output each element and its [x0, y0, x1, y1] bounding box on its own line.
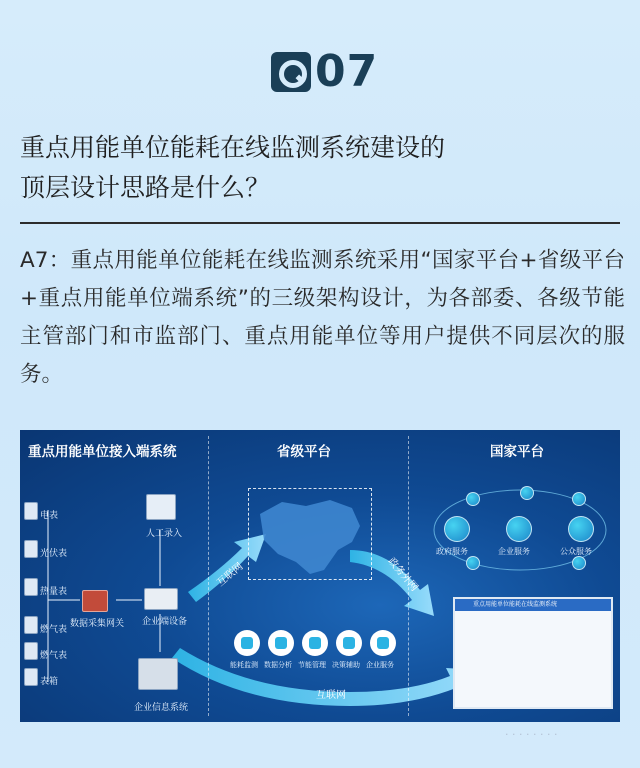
national-dashboard-screen [453, 597, 613, 709]
meter-box-icon [24, 668, 38, 686]
gov-service-bubble [444, 516, 470, 542]
panel-title-national: 国家平台 [490, 444, 544, 460]
meter-label-2: 光伏表 [40, 549, 68, 559]
question-line-2: 顶层设计思路是什么？ [20, 173, 271, 202]
enterprise-service-bubble [506, 516, 532, 542]
service-analysis-icon [268, 630, 294, 656]
hub-label-gov: 政府服务 [436, 547, 468, 556]
orbit-node-5 [572, 556, 586, 570]
meter-label-5: 燃气表 [40, 651, 68, 661]
service-management-icon [302, 630, 328, 656]
computer-icon [146, 494, 176, 520]
service-enterprise-icon [370, 630, 396, 656]
arrow-label-internet-top: 互联网 [215, 561, 246, 589]
dashboard-title: 重点用能单位能耗在线监测系统 [455, 599, 611, 611]
question-line-1: 重点用能单位能耗在线监测系统建设的 [20, 133, 446, 162]
answer-text: A7：重点用能单位能耗在线监测系统采用“国家平台+省级平台+重点用能单位端系统”的三级架构设计，为各部委、各级节能主管部门和市监部门、重点用能单位等用户提供不同层次的服务。 [20, 248, 625, 387]
question-number: 07 [315, 46, 379, 97]
divider [20, 222, 620, 224]
gateway-label: 数据采集网关 [70, 619, 125, 629]
province-map-frame [248, 488, 372, 580]
meter-label-1: 电表 [40, 511, 59, 521]
panel-title-enterprise: 重点用能单位接入端系统 [28, 444, 177, 460]
gateway-icon [82, 590, 108, 612]
hub-label-enterprise: 企业服务 [498, 547, 530, 556]
orbit-node-2 [520, 486, 534, 500]
orbit-node-4 [466, 556, 480, 570]
orbit-node-3 [572, 492, 586, 506]
service-label-3: 节能管理 [298, 661, 326, 669]
gas-meter-icon [24, 616, 38, 634]
watermark: · · · · · · · · [505, 728, 558, 741]
electric-meter-icon [24, 502, 38, 520]
meter-label-4: 燃气表 [40, 625, 68, 635]
gas-meter-2-icon [24, 642, 38, 660]
panel-title-province: 省级平台 [277, 444, 331, 460]
heat-meter-icon [24, 578, 38, 596]
enterprise-device-icon [144, 588, 178, 610]
enterprise-info-label: 企业信息系统 [134, 703, 189, 713]
service-label-1: 能耗监测 [230, 661, 258, 669]
meter-label-3: 热量表 [40, 587, 68, 597]
enterprise-device-label: 企业端设备 [142, 617, 188, 627]
service-label-4: 决策辅助 [332, 661, 360, 669]
server-icon [138, 658, 178, 690]
service-label-2: 数据分析 [264, 661, 292, 669]
question-icon [271, 52, 311, 92]
panel-separator-1 [208, 436, 209, 716]
arrow-label-gov-extranet: 政务外网 [385, 555, 420, 594]
hub-label-public: 公众服务 [560, 547, 592, 556]
meter-label-6: 表箱 [40, 677, 59, 687]
service-label-5: 企业服务 [366, 661, 394, 669]
question-title [20, 128, 620, 208]
manual-entry-label: 人工录入 [146, 529, 183, 539]
orbit-node-1 [466, 492, 480, 506]
pv-meter-icon [24, 540, 38, 558]
question-badge [271, 46, 378, 97]
service-monitor-icon [234, 630, 260, 656]
arrow-label-internet-bottom: 互联网 [316, 690, 346, 701]
service-decision-icon [336, 630, 362, 656]
public-service-bubble [568, 516, 594, 542]
architecture-diagram [20, 430, 620, 722]
